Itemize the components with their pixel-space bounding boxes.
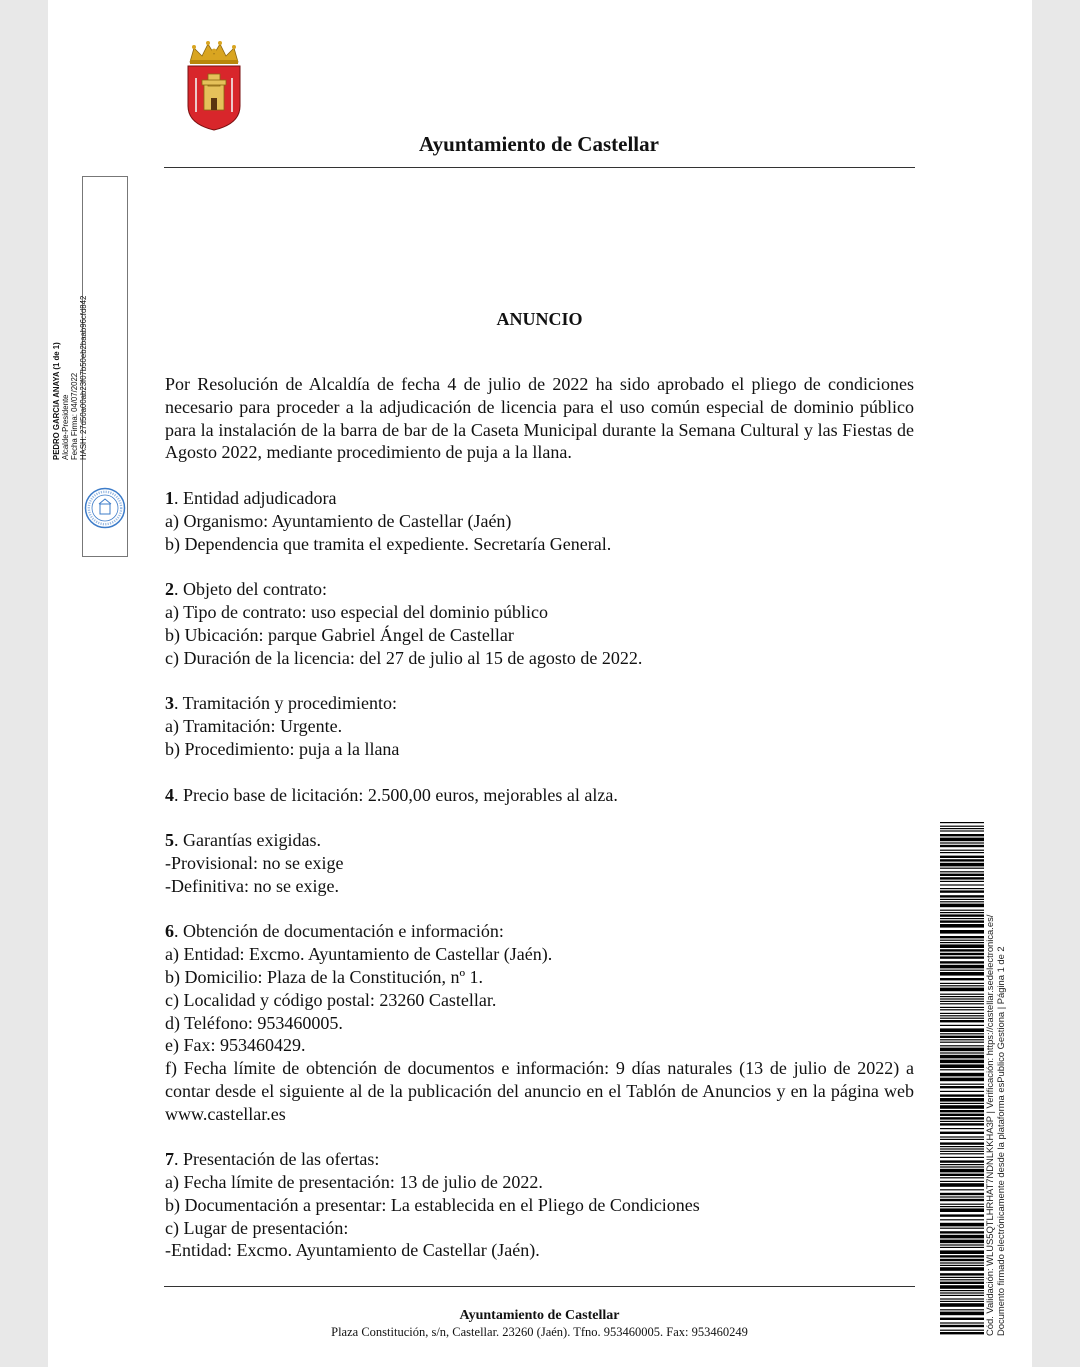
barcode-bar [940,1105,984,1109]
barcode-bar [940,1064,984,1068]
barcode-bar [940,1036,984,1038]
barcode-bar [940,1164,984,1165]
barcode-bar [940,1003,984,1004]
barcode-bar [940,904,984,908]
barcode-bar [940,1193,984,1195]
barcode-bar [940,1166,984,1167]
barcode-bar [940,884,984,885]
barcode-bar [940,1250,984,1254]
barcode-bar [940,1295,984,1296]
barcode-bar [940,1325,984,1327]
barcode-bar [940,1235,984,1239]
section-7 [165,1148,914,1262]
section-item: a) Entidad: Excmo. Ayuntamiento de Castellar (Jaén). [165,944,553,965]
barcode-bar [940,1330,984,1331]
section-item: a) Tramitación: Urgente. [165,716,343,737]
barcode-bar [940,1094,984,1096]
barcode-bar [940,877,984,879]
section-item: d) Teléfono: 953460005. [165,1012,343,1033]
barcode-bar [940,1123,984,1125]
barcode-bar [940,1247,984,1248]
barcode-bar [940,1151,984,1152]
barcode-bar [940,1013,984,1014]
barcode-bar [940,1332,984,1334]
document-title: ANUNCIO [496,309,583,329]
barcode-bar [940,1267,984,1271]
barcode-bar [940,852,984,853]
validation-code: Cód. Validación: WLUS5QTLHRHAT7NDNLKKHA3P | Verificación: https://castellar.sedelectronica.es/ [984,914,995,1336]
barcode-bar [940,1060,984,1064]
barcode-bar [940,1020,984,1022]
barcode-bar [940,1322,984,1323]
barcode-bar [940,1091,984,1092]
section-item: -Definitiva: no se exige. [165,875,339,896]
barcode-bar [940,920,984,922]
validation-barcode [940,822,984,1336]
barcode-bar [940,918,984,919]
barcode-bar [940,1279,984,1280]
section-heading [165,692,914,715]
barcode-bar [940,944,984,948]
barcode-bar [940,1146,984,1147]
barcode-bar [940,1219,984,1220]
barcode-bar [940,965,984,969]
section-4 [165,784,914,807]
barcode-bar [940,822,984,823]
barcode-bar [940,1018,984,1019]
section-number: 7 [165,1149,174,1170]
barcode-bar [940,1114,984,1116]
barcode-bar [940,1073,984,1077]
barcode-bar [940,961,984,963]
barcode-bar [940,988,984,992]
barcode-bar [940,1309,984,1310]
section-heading-text: . Obtención de documentación e información: [174,921,504,942]
barcode-bar [940,868,984,869]
barcode-bar [940,1153,984,1154]
barcode-bar [940,1189,984,1190]
barcode-bar [940,1028,984,1032]
barcode-bar [940,1208,984,1212]
section-item: c) Lugar de presentación: [165,1217,349,1238]
barcode-bar [940,1139,984,1140]
barcode-bar [940,826,984,827]
barcode-bar [940,1025,984,1026]
section-heading [165,829,914,852]
barcode-bar [940,1277,984,1278]
section-6 [165,920,914,1125]
barcode-bar [940,881,984,882]
section-item: -Provisional: no se exige [165,852,344,873]
barcode-bar [940,1045,984,1046]
barcode-bar [940,1039,984,1040]
barcode-bar [940,1244,984,1245]
barcode-bar [940,890,984,892]
barcode-bar [940,1273,984,1275]
barcode-bar [940,1255,984,1257]
section-item: c) Duración de la licencia: del 27 de julio al 15 de agosto de 2022. [165,647,643,668]
barcode-bar [940,1121,984,1122]
section-item: a) Organismo: Ayuntamiento de Castellar (Jaén) [165,510,512,531]
section-item: b) Procedimiento: puja a la llana [165,738,400,759]
signature-date: Fecha Firma: 04/07/2022 [70,372,79,460]
section-heading [165,578,914,601]
barcode-bar [940,1174,984,1176]
barcode-bar [940,1042,984,1043]
barcode-bar [940,998,984,999]
section-5 [165,829,914,897]
section-number: 4 [165,784,174,805]
document-body [165,373,914,1285]
barcode-bar [940,978,984,980]
barcode-bar [940,1148,984,1149]
barcode-bar [940,1136,984,1137]
barcode-bar [940,895,984,897]
section-number: 6 [165,921,174,942]
barcode-bar [940,1048,984,1052]
section-item: b) Domicilio: Plaza de la Constitución, nº 1. [165,966,484,987]
section-item: b) Dependencia que tramita el expediente. Secretaría General. [165,533,612,554]
municipal-seal-icon [84,487,126,529]
barcode-bar [940,914,984,916]
barcode-bar [940,1292,984,1293]
signer-role: Alcalde-Presidente [61,394,70,460]
page-footer [164,1307,915,1340]
section-3 [165,692,914,760]
barcode-bar [940,972,984,976]
barcode-bar [940,1259,984,1261]
barcode-bar [940,1169,984,1173]
barcode-bar [940,1001,984,1002]
section-number: 5 [165,830,174,851]
barcode-bar [940,863,984,867]
barcode-bar [940,1199,984,1201]
barcode-bar [940,1007,984,1008]
barcode-bar [940,1312,984,1316]
section-number: 1 [165,488,174,509]
barcode-bar [940,1303,984,1307]
section-heading [165,1148,914,1171]
footer-rule [164,1286,915,1287]
section-heading [165,487,914,510]
barcode-bar [940,1086,984,1088]
barcode-bar [940,1098,984,1102]
barcode-bar [940,1204,984,1205]
barcode-bar [940,1290,984,1291]
barcode-bar [940,942,984,943]
section-heading-text: . Garantías exigidas. [174,830,321,851]
barcode-bar [940,940,984,941]
barcode-bar [940,838,984,842]
document-page [48,0,1032,1367]
barcode-bar [940,912,984,913]
barcode-bar [940,1142,984,1144]
barcode-bar [940,996,984,997]
section-number: 2 [165,579,174,600]
barcode-bar [940,830,984,831]
barcode-bar [940,1298,984,1299]
barcode-bar [940,1033,984,1034]
barcode-bar [940,874,984,876]
barcode-bar [940,985,984,986]
signer-name: PEDRO GARCIA ANAYA (1 de 1) [52,342,61,460]
signature-hash: HASH: 27d50a00ab23f07b50eb2baab96cfd842 [79,295,88,460]
barcode-bar [940,1231,984,1233]
barcode-bar [940,1160,984,1162]
header-rule [164,167,915,168]
barcode-bar [940,1084,984,1085]
barcode-bar [940,888,984,889]
barcode-bar [940,1206,984,1207]
section-item: b) Ubicación: parque Gabriel Ángel de Castellar [165,624,514,645]
section-item: b) Documentación a presentar: La establecida en el Pliego de Condiciones [165,1194,700,1215]
section-heading-text: . Precio base de licitación: 2.500,00 euros, mejorables al alza. [174,784,618,805]
intro-paragraph: Por Resolución de Alcaldía de fecha 4 de julio de 2022 ha sido aprobado el pliego de condiciones necesario para proceder a la adjudicación de licencia para el uso común especial de dominio público para la instalación de la barra de bar de la Caseta Municipal durante la Semana Cultural y las Fiestas de Agosto 2022, mediante procedimiento de puja a la llana. [165,374,914,463]
barcode-bar [940,1240,984,1244]
barcode-bar [940,850,984,851]
barcode-bar [940,1282,984,1284]
barcode-bar [940,1223,984,1227]
barcode-bar [940,1015,984,1016]
barcode-bar [940,970,984,971]
barcode-bar [940,1110,984,1112]
barcode-bar [940,1285,984,1289]
section-2 [165,578,914,669]
barcode-bar [940,910,984,911]
validation-platform: Documento firmado electrónicamente desde la plataforma esPublico Gestiona | Página 1 de 2 [995,946,1006,1336]
barcode-bar [940,924,984,928]
section-item: a) Fecha límite de presentación: 13 de julio de 2022. [165,1172,543,1193]
barcode-bar [940,899,984,900]
barcode-bar [940,1078,984,1082]
section-item: -Entidad: Excmo. Ayuntamiento de Castellar (Jaén). [165,1240,540,1261]
section-item: a) Tipo de contrato: uso especial del dominio público [165,602,548,623]
barcode-bar [940,871,984,872]
barcode-bar [940,1128,984,1129]
footer-organization: Ayuntamiento de Castellar [459,1308,620,1323]
footer-address: Plaza Constitución, s/n, Castellar. 23260 (Jaén). Tfno. 953460005. Fax: 953460249 [331,1325,748,1339]
section-heading [165,784,914,807]
barcode-bar [940,845,984,847]
barcode-bar [940,1103,984,1104]
coat-of-arms-icon [184,40,244,132]
barcode-bar [940,953,984,955]
section-heading-text: . Entidad adjudicadora [174,488,337,509]
section-item: c) Localidad y código postal: 23260 Castellar. [165,989,497,1010]
barcode-bar [940,1214,984,1216]
barcode-bar [940,842,984,843]
barcode-bar [940,1117,984,1119]
barcode-bar [940,834,984,836]
barcode-bar [940,983,984,984]
barcode-bar [940,949,984,951]
barcode-bar [940,1262,984,1263]
barcode-bar [940,1177,984,1178]
section-1 [165,487,914,555]
barcode-bar [940,1009,984,1010]
barcode-bar [940,859,984,861]
barcode-bar [940,901,984,902]
section-number: 3 [165,693,174,714]
barcode-bar [940,1228,984,1229]
section-item: e) Fax: 953460429. [165,1035,306,1056]
barcode-bar [940,1301,984,1302]
barcode-bar [940,1318,984,1320]
barcode-bar [940,1052,984,1053]
section-heading-text: . Objeto del contrato: [174,579,327,600]
section-heading-text: . Tramitación y procedimiento: [174,693,397,714]
barcode-bar [940,1181,984,1182]
barcode-bar [940,936,984,938]
barcode-bar [940,1265,984,1266]
section-heading-text: . Presentación de las ofertas: [174,1149,380,1170]
barcode-bar [940,856,984,858]
barcode-bar [940,956,984,958]
section-item: f) Fecha límite de obtención de documentos e información: 9 días naturales (13 de julio de 2022) a contar desde el siguiente al de la publicación del anuncio en el Tablón de Anuncios y en la página web www.castellar.es [165,1058,914,1124]
barcode-bar [940,1157,984,1158]
barcode-bar [940,994,984,995]
barcode-bar [940,1196,984,1197]
barcode-bar [940,1183,984,1187]
barcode-bar [940,930,984,934]
barcode-bar [940,828,984,829]
barcode-bar [940,1069,984,1070]
section-heading [165,920,914,943]
barcode-bar [940,1055,984,1059]
header-organization: Ayuntamiento de Castellar [419,132,659,156]
barcode-bar [940,1132,984,1134]
